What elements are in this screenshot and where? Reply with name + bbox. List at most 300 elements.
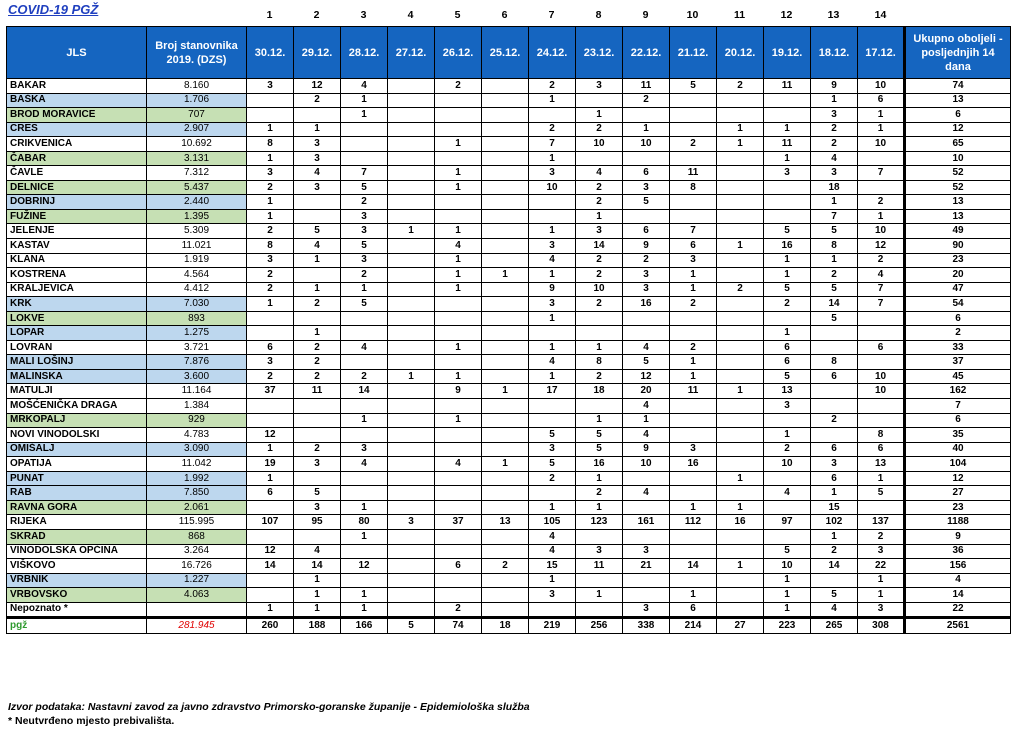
- daily-total: 338: [623, 618, 670, 634]
- header-date: 17.12.: [858, 27, 905, 79]
- row-total: 12: [905, 122, 1011, 137]
- case-count: [764, 529, 811, 544]
- municipality-name: MRKOPALJ: [7, 413, 147, 428]
- case-count: 4: [435, 457, 482, 472]
- source-note: Izvor podataka: Nastavni zavod za javno zdravstvo Primorsko-goranske županije - Epidemiološka služba: [8, 701, 530, 713]
- column-index: 8: [595, 9, 602, 21]
- municipality-name: CRES: [7, 122, 147, 137]
- case-count: [341, 137, 388, 152]
- case-count: [482, 471, 529, 486]
- municipality-name: BAŠKA: [7, 93, 147, 108]
- header-date: 22.12.: [623, 27, 670, 79]
- table-row: [7, 326, 1011, 341]
- case-count: 3: [529, 297, 576, 312]
- header-population: Broj stanovnika 2019. (DZS): [147, 27, 247, 79]
- case-count: 1: [764, 602, 811, 618]
- municipality-name: MATULJI: [7, 384, 147, 399]
- case-count: 1: [388, 369, 435, 384]
- case-count: [482, 500, 529, 515]
- case-count: 1: [576, 108, 623, 123]
- case-count: 1: [764, 253, 811, 268]
- case-count: 2: [811, 413, 858, 428]
- case-count: 2: [811, 122, 858, 137]
- case-count: 11: [764, 79, 811, 94]
- case-count: 1: [670, 369, 717, 384]
- table-row: [7, 340, 1011, 355]
- case-count: [717, 602, 764, 618]
- municipality-name: LOVRAN: [7, 340, 147, 355]
- case-count: 2: [294, 355, 341, 370]
- case-count: [717, 442, 764, 457]
- case-count: 3: [529, 588, 576, 603]
- case-count: 3: [576, 544, 623, 559]
- case-count: [717, 544, 764, 559]
- case-count: 1: [529, 224, 576, 239]
- case-count: [529, 413, 576, 428]
- table-row: [7, 355, 1011, 370]
- case-count: 1: [435, 340, 482, 355]
- daily-total: 265: [811, 618, 858, 634]
- case-count: [482, 209, 529, 224]
- case-count: [623, 151, 670, 166]
- municipality-name: OMIŠALJ: [7, 442, 147, 457]
- case-count: 1: [858, 108, 905, 123]
- municipality-name: KLANA: [7, 253, 147, 268]
- case-count: [670, 122, 717, 137]
- case-count: [482, 239, 529, 254]
- case-count: 6: [764, 340, 811, 355]
- case-count: 2: [764, 297, 811, 312]
- population: 4.063: [147, 588, 247, 603]
- municipality-name: LOPAR: [7, 326, 147, 341]
- case-count: 2: [576, 180, 623, 195]
- municipality-name: NOVI VINODOLSKI: [7, 428, 147, 443]
- case-count: 6: [811, 369, 858, 384]
- case-count: [670, 471, 717, 486]
- case-count: [717, 224, 764, 239]
- case-count: [670, 311, 717, 326]
- case-count: [811, 326, 858, 341]
- case-count: [670, 544, 717, 559]
- case-count: 1: [529, 500, 576, 515]
- case-count: [811, 384, 858, 399]
- case-count: 10: [623, 457, 670, 472]
- case-count: [247, 93, 294, 108]
- daily-total: 5: [388, 618, 435, 634]
- case-count: 6: [247, 486, 294, 501]
- column-index: 12: [780, 9, 793, 21]
- case-count: 3: [388, 515, 435, 530]
- case-count: 18: [811, 180, 858, 195]
- daily-total: 260: [247, 618, 294, 634]
- case-count: 8: [858, 428, 905, 443]
- table-row: [7, 282, 1011, 297]
- case-count: 11: [623, 79, 670, 94]
- case-count: [529, 108, 576, 123]
- table-row: [7, 602, 1011, 618]
- case-count: 11: [670, 384, 717, 399]
- case-count: 2: [576, 122, 623, 137]
- population: 7.850: [147, 486, 247, 501]
- case-count: 12: [858, 239, 905, 254]
- header-date: 18.12.: [811, 27, 858, 79]
- case-count: 10: [529, 180, 576, 195]
- case-count: 2: [529, 471, 576, 486]
- footer: [8, 700, 530, 728]
- case-count: 137: [858, 515, 905, 530]
- case-count: 1: [341, 588, 388, 603]
- case-count: [623, 311, 670, 326]
- header-date: 23.12.: [576, 27, 623, 79]
- case-count: [811, 573, 858, 588]
- case-count: 3: [247, 253, 294, 268]
- case-count: [482, 544, 529, 559]
- case-count: [482, 369, 529, 384]
- case-count: 3: [529, 442, 576, 457]
- case-count: 2: [623, 93, 670, 108]
- row-total: 22: [905, 602, 1011, 618]
- case-count: 1: [623, 413, 670, 428]
- population: 2.440: [147, 195, 247, 210]
- case-count: [388, 428, 435, 443]
- case-count: [435, 573, 482, 588]
- case-count: [435, 122, 482, 137]
- case-count: 1: [341, 413, 388, 428]
- case-count: 7: [858, 282, 905, 297]
- case-count: 37: [247, 384, 294, 399]
- case-count: [247, 529, 294, 544]
- case-count: [388, 413, 435, 428]
- case-count: 3: [764, 166, 811, 181]
- case-count: 2: [811, 544, 858, 559]
- case-count: 14: [811, 559, 858, 574]
- case-count: [482, 282, 529, 297]
- case-count: [247, 311, 294, 326]
- header-date: 30.12.: [247, 27, 294, 79]
- case-count: 5: [764, 282, 811, 297]
- case-count: [576, 399, 623, 414]
- case-count: [435, 544, 482, 559]
- case-count: 1: [764, 326, 811, 341]
- case-count: [576, 311, 623, 326]
- case-count: 5: [576, 428, 623, 443]
- case-count: 3: [247, 166, 294, 181]
- case-count: 8: [811, 239, 858, 254]
- case-count: [341, 311, 388, 326]
- case-count: [294, 529, 341, 544]
- case-count: [858, 326, 905, 341]
- case-count: 1: [623, 122, 670, 137]
- case-count: 6: [811, 442, 858, 457]
- case-count: [388, 471, 435, 486]
- population: 4.564: [147, 268, 247, 283]
- case-count: [576, 93, 623, 108]
- table-row: [7, 268, 1011, 283]
- case-count: [341, 355, 388, 370]
- row-total: 156: [905, 559, 1011, 574]
- case-count: [717, 311, 764, 326]
- municipality-name: Nepoznato *: [7, 602, 147, 618]
- municipality-name: MALI LOŠINJ: [7, 355, 147, 370]
- table-row: [7, 442, 1011, 457]
- case-count: [388, 311, 435, 326]
- case-count: [529, 209, 576, 224]
- case-count: 5: [811, 224, 858, 239]
- table-row: [7, 311, 1011, 326]
- case-count: 112: [670, 515, 717, 530]
- case-count: [388, 559, 435, 574]
- case-count: [435, 195, 482, 210]
- case-count: 1: [294, 122, 341, 137]
- case-count: 11: [294, 384, 341, 399]
- case-count: 2: [247, 282, 294, 297]
- case-count: 10: [576, 282, 623, 297]
- table-row: [7, 399, 1011, 414]
- case-count: [717, 326, 764, 341]
- population: 5.437: [147, 180, 247, 195]
- case-count: [294, 428, 341, 443]
- table-row: [7, 137, 1011, 152]
- case-count: [388, 297, 435, 312]
- municipality-name: PUNAT: [7, 471, 147, 486]
- case-count: [341, 471, 388, 486]
- case-count: 13: [482, 515, 529, 530]
- row-total: 6: [905, 311, 1011, 326]
- row-total: 20: [905, 268, 1011, 283]
- case-count: [482, 122, 529, 137]
- table-row: [7, 471, 1011, 486]
- row-total: 4: [905, 573, 1011, 588]
- covid-table: [6, 26, 1011, 634]
- case-count: 21: [623, 559, 670, 574]
- daily-total: 256: [576, 618, 623, 634]
- row-total: 162: [905, 384, 1011, 399]
- row-total: 49: [905, 224, 1011, 239]
- case-count: 1: [247, 471, 294, 486]
- case-count: 2: [247, 180, 294, 195]
- population: 10.692: [147, 137, 247, 152]
- case-count: [811, 340, 858, 355]
- case-count: 4: [623, 428, 670, 443]
- municipality-name: KOSTRENA: [7, 268, 147, 283]
- case-count: 1: [717, 471, 764, 486]
- population: 5.309: [147, 224, 247, 239]
- row-total: 10: [905, 151, 1011, 166]
- case-count: [670, 326, 717, 341]
- case-count: 1: [294, 588, 341, 603]
- case-count: 18: [576, 384, 623, 399]
- row-total: 90: [905, 239, 1011, 254]
- case-count: 1: [576, 471, 623, 486]
- case-count: 1: [764, 428, 811, 443]
- case-count: 4: [623, 399, 670, 414]
- case-count: [341, 544, 388, 559]
- case-count: [858, 413, 905, 428]
- case-count: 4: [811, 602, 858, 618]
- case-count: 7: [811, 209, 858, 224]
- case-count: 1: [435, 166, 482, 181]
- case-count: 5: [811, 588, 858, 603]
- case-count: [717, 209, 764, 224]
- population: 1.706: [147, 93, 247, 108]
- case-count: 9: [435, 384, 482, 399]
- daily-total: 214: [670, 618, 717, 634]
- row-total: 74: [905, 79, 1011, 94]
- row-total: 36: [905, 544, 1011, 559]
- case-count: [388, 500, 435, 515]
- case-count: 16: [670, 457, 717, 472]
- case-count: [482, 93, 529, 108]
- case-count: [576, 602, 623, 618]
- case-count: [388, 355, 435, 370]
- case-count: 107: [247, 515, 294, 530]
- row-total: 47: [905, 282, 1011, 297]
- case-count: [388, 253, 435, 268]
- case-count: 10: [858, 224, 905, 239]
- table-row: [7, 79, 1011, 94]
- case-count: 1: [435, 282, 482, 297]
- population: 1.384: [147, 399, 247, 414]
- population: 1.395: [147, 209, 247, 224]
- case-count: [623, 573, 670, 588]
- case-count: 1: [858, 588, 905, 603]
- case-count: 6: [858, 340, 905, 355]
- case-count: 2: [717, 282, 764, 297]
- case-count: 5: [858, 486, 905, 501]
- case-count: [435, 471, 482, 486]
- case-count: 3: [858, 544, 905, 559]
- case-count: [717, 268, 764, 283]
- municipality-name: ČAVLE: [7, 166, 147, 181]
- case-count: 4: [294, 239, 341, 254]
- table-row: [7, 180, 1011, 195]
- case-count: [576, 326, 623, 341]
- case-count: [717, 428, 764, 443]
- table-row: [7, 486, 1011, 501]
- case-count: [717, 253, 764, 268]
- case-count: [717, 573, 764, 588]
- case-count: 1: [811, 93, 858, 108]
- case-count: 1: [482, 268, 529, 283]
- case-count: 7: [858, 297, 905, 312]
- case-count: 3: [670, 442, 717, 457]
- case-count: 6: [670, 239, 717, 254]
- daily-total: 308: [858, 618, 905, 634]
- case-count: 1: [764, 122, 811, 137]
- case-count: [482, 399, 529, 414]
- case-count: 4: [858, 268, 905, 283]
- case-count: [341, 428, 388, 443]
- case-count: [247, 399, 294, 414]
- population: 893: [147, 311, 247, 326]
- table-row: [7, 195, 1011, 210]
- case-count: 13: [858, 457, 905, 472]
- case-count: [670, 399, 717, 414]
- case-count: 1: [576, 588, 623, 603]
- case-count: 16: [764, 239, 811, 254]
- case-count: 1: [435, 268, 482, 283]
- case-count: 2: [623, 253, 670, 268]
- table-row: [7, 166, 1011, 181]
- header-jls: JLS: [7, 27, 147, 79]
- case-count: 6: [623, 224, 670, 239]
- municipality-name: MALINSKA: [7, 369, 147, 384]
- case-count: 1: [811, 253, 858, 268]
- case-count: 1: [435, 253, 482, 268]
- case-count: [294, 209, 341, 224]
- case-count: 4: [529, 544, 576, 559]
- municipality-name: RIJEKA: [7, 515, 147, 530]
- case-count: 5: [341, 180, 388, 195]
- case-count: 2: [341, 195, 388, 210]
- case-count: [670, 428, 717, 443]
- case-count: 5: [764, 224, 811, 239]
- population: 3.090: [147, 442, 247, 457]
- case-count: 2: [811, 268, 858, 283]
- case-count: 14: [247, 559, 294, 574]
- case-count: [388, 399, 435, 414]
- case-count: [435, 151, 482, 166]
- case-count: 10: [623, 137, 670, 152]
- case-count: 2: [529, 79, 576, 94]
- case-count: 3: [341, 253, 388, 268]
- table-row: [7, 369, 1011, 384]
- column-index: 4: [407, 9, 414, 21]
- municipality-name: JELENJE: [7, 224, 147, 239]
- case-count: [388, 573, 435, 588]
- municipality-name: DOBRINJ: [7, 195, 147, 210]
- case-count: [341, 399, 388, 414]
- case-count: 3: [247, 79, 294, 94]
- case-count: 20: [623, 384, 670, 399]
- column-index-spacer: [904, 8, 1010, 22]
- case-count: [764, 180, 811, 195]
- case-count: [388, 268, 435, 283]
- column-index: 5: [454, 9, 461, 21]
- case-count: 1: [764, 151, 811, 166]
- row-total: 23: [905, 500, 1011, 515]
- municipality-name: ČABAR: [7, 151, 147, 166]
- case-count: 5: [623, 355, 670, 370]
- case-count: [294, 268, 341, 283]
- municipality-name: KRK: [7, 297, 147, 312]
- case-count: 10: [764, 559, 811, 574]
- case-count: 2: [764, 442, 811, 457]
- column-index: 7: [548, 9, 555, 21]
- case-count: 4: [811, 151, 858, 166]
- case-count: [388, 588, 435, 603]
- case-count: [294, 108, 341, 123]
- case-count: [341, 486, 388, 501]
- total-population: 281.945: [147, 618, 247, 634]
- case-count: [247, 326, 294, 341]
- case-count: [388, 602, 435, 618]
- case-count: 5: [294, 486, 341, 501]
- case-count: 1: [529, 151, 576, 166]
- population: 11.021: [147, 239, 247, 254]
- case-count: 3: [623, 268, 670, 283]
- case-count: 16: [623, 297, 670, 312]
- case-count: [670, 413, 717, 428]
- case-count: [247, 588, 294, 603]
- case-count: 3: [811, 457, 858, 472]
- table-row: [7, 559, 1011, 574]
- case-count: [435, 297, 482, 312]
- case-count: 3: [247, 355, 294, 370]
- case-count: 2: [576, 253, 623, 268]
- case-count: 9: [623, 442, 670, 457]
- row-total: 6: [905, 108, 1011, 123]
